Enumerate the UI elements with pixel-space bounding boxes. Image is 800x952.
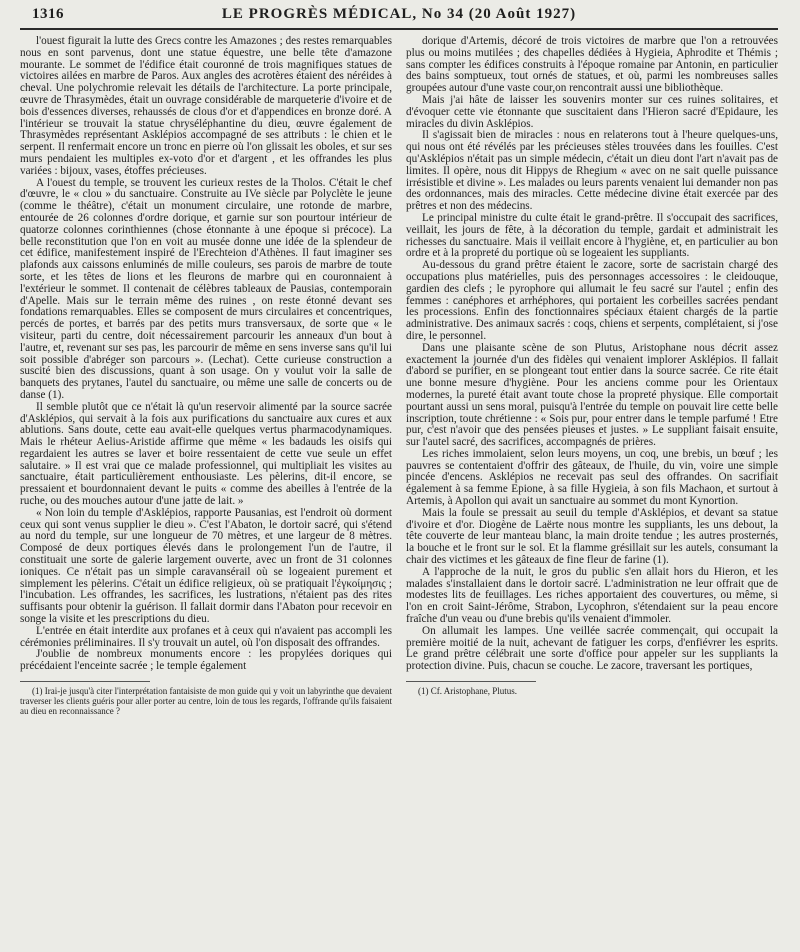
paragraph: Mais j'ai hâte de laisser les souvenirs monter sur ces ruines solitaires, et d'évoquer cette vie étonnante que suscitaient dans l'Hieron sacré d'Epidaure, les miracles du divin Asklépios. (406, 93, 778, 130)
footnote-divider (20, 681, 150, 682)
footnote: (1) Cf. Aristophane, Plutus. (418, 686, 517, 697)
paragraph: Au-dessous du grand prêtre étaient le zacore, sorte de sacristain chargé des occupations plus matérielles, puis des personnages accessoires : le cleidouque, gardien des clefs ; le pyrophore qui allumait le feu sacré sur l'autel ; enfin des femmes : canéphores et arrhéphores, qui portaient les corbeilles sacrées pendant les processions. Enfin des fonctionnaires spéciaux étaient chargés de la partie administrative. Des animaux sacrés : coqs, chiens et serpents, complétaient, si j'ose dire, le personnel. (406, 259, 778, 342)
text-columns (20, 36, 778, 942)
right-column (406, 36, 778, 942)
paragraph: A l'approche de la nuit, le gros du public s'en allait hors du Hieron, et les malades s'installaient dans le dortoir sacré. L'administration ne leur offrait que de modestes lits de feuillages. Les riches apportaient des couvertures, ou même, si l'on en croit Saint-Jérôme, Strabon, Lycophron, s'étendaient sur la peau encore fraîche d'un veau ou d'une brebis qu'ils venaient d'immoler. (406, 565, 778, 626)
paragraph: Dans une plaisante scène de son Plutus, Aristophane nous décrit assez exactement la journée d'un des fidèles qui venaient implorer Asklépios. Il fallait d'abord se purifier, en se plongeant tout entier dans la source sacrée. Ce rite était une bonne mesure d'hygiène. Pour les anciens comme pour les Orientaux modernes, la pureté était avant toute chose la propreté physique. Elle comportait pourtant aussi un sens moral, puisqu'à l'entrée du temple on pouvait lire cette belle inscription, toute chrétienne : « Sois pur, pour entrer dans le temple parfumé ! Etre pur, c'est n'avoir que des pensées pieuses et justes. » Le suppliant faisait ensuite, sur l'autel sacré, des sacrifices, accompagnés de prières. (406, 341, 778, 449)
paragraph: Les riches immolaient, selon leurs moyens, un coq, une brebis, un bœuf ; les pauvres se contentaient d'offrir des gâteaux, de l'huile, du vin, voire une simple pincée d'encens. Asklépios ne recevait pas seul des offrandes. On sacrifiait également à sa femme Epione, à sa fille Hygieia, à son fils Machaon, et surtout à Artemis, à Apollon qui avait un sanctuaire au sommet du mont Kynortion. (406, 447, 778, 508)
paragraph: l'ouest figurait la lutte des Grecs contre les Amazones ; des restes remarquables nous en sont parvenus, dont une statue équestre, une belle tête d'amazone mourante. Le sommet de l'édifice était couronné de trois magnifiques statues de victoires ailées en marbre de Paros. Aux angles des acrotères étaient des néréides à cheval. Une polychromie relevait les détails de l'architecture. La porte principale, œuvre de Thrasymèdes, était un ouvrage considérable de marqueterie d'ivoire et de bois d'essences diverses, rehaussés de clous d'or et d'appendices en bronze doré. A l'intérieur se trouvait la statue chryséléphantine du dieu, œuvre également de Thrasymèdes représentant Asklépios accompagné de ses attributs : le chien et le serpent. Il renfermait encore un tronc en pierre où l'on glissait les oboles, et sur ses murs pendaient les multiples ex-voto d'or et d'argent , et les offrandes les plus variées : bijoux, vases, étoffes précieuses. (20, 36, 392, 177)
paragraph: « Non loin du temple d'Asklépios, rapporte Pausanias, est l'endroit où dorment ceux qui sont venus supplier le dieu ». C'est l'Abaton, le dortoir sacré, qui s'étend au nord du temple, sur une longueur de 70 mètres, et une largeur de 8 mètres. Composé de deux portiques élevés dans le prolongement l'un de l'autre, il constituait une sorte de galerie largement ouverte, avec un front de 31 colonnes ioniques. Ce n'était pas un simple caravansérail où se logeaient purement et simplement les pèlerins. C'était un édifice religieux, où se pratiquait l'ἐγκοίμησις ; l'incubation. Les offrandes, les sacrifices, les lustrations, n'étaient pas des rites suffisants pour obtenir la guérison. Il fallait dormir dans l'Abaton pour recevoir en songe la visite et les prescriptions du dieu. (20, 506, 392, 626)
journal-title: LE PROGRÈS MÉDICAL, No 34 (20 Août 1927) (221, 6, 577, 22)
page-header (20, 4, 778, 30)
paragraph: J'oublie de nombreux monuments encore : les propylées doriques qui précédaient l'enceinte sacrée ; le temple également (20, 648, 392, 673)
paragraph: Mais la foule se pressait au seuil du temple d'Asklépios, et devant sa statue d'ivoire et d'or. Diogène de Laërte nous montre les suppliants, les uns debout, la tête couverte de leur manteau blanc, la main droite tendue ; les autres prosternés, la bouche et le front sur le sol. Et la flamme grésillait sur les autels, consumant la chair des victimes et les gâteaux de fine fleur de farine (1). (406, 506, 778, 567)
paragraph: Il s'agissait bien de miracles : nous en relaterons tout à l'heure quelques-uns, qui nous ont été révélés par les précieuses stèles trouvées dans les fouilles. C'est qu'Asklépios n'était pas un simple médecin, c'était un dieu dont l'art n'avait pas de limites. Il opère, nous dit Hippys de Rhegium « avec on ne sait quelle puissance irrésistible et divine ». Les malades ou leurs parents venaient lui demander non pas des ordonnances, mais des miracles. Cette médecine divine était exercée par des prêtres et non des médecins. (406, 129, 778, 213)
paragraph: dorique d'Artemis, décoré de trois victoires de marbre que l'on a retrouvées plus ou moins mutilées ; des chapelles dédiées à Hygieia, Aphrodite et Thémis ; sans compter les édifices construits à l'époque romaine par Antonin, en particulier des bains somptueux, tout ornés de statues, et où, parmi les nombreuses salles groupées autour d'une vaste cour,on rencontrait aussi une bibliothèque. (406, 36, 778, 95)
page-number: 1316 (32, 6, 64, 22)
paragraph: Il semble plutôt que ce n'était là qu'un reservoir alimenté par la source sacrée d'Asklépios, qui servait à la fois aux purifications du sanctuaire aux cures et aux ablutions. Sans doute, cette eau avait-elle quelques vertus pharmacodynamiques. Mais le rhéteur Aelius-Aristide affirme que même « les badauds les oisifs qui regardaient les autres se laver et boire ressentaient de cette vue seule un effet salutaire. » Il est vrai que ce malade professionnel, qui multipliait les visites au sanctuaire, était particulièrement enthousiaste. Les pèlerins, dit-il encore, se pressaient et bourdonnaient devant le puits « comme des abeilles à l'entrée de la ruche, ou des mouches autour d'une jatte de lait. » (20, 400, 392, 508)
paragraph: On allumait les lampes. Une veillée sacrée commençait, qui occupait la première moitié de la nuit, achevant de fatiguer les corps, d'enfiévrer les esprits. Le grand prêtre célébrait une sorte d'office pour appeler sur les suppliants la protection divine. Puis, chacun se couche. Le zacore, traversant les portiques, (406, 624, 778, 673)
left-column (20, 36, 392, 942)
footnote-divider (406, 681, 536, 682)
footnote: (1) Irai-je jusqu'à citer l'interprétation fantaisiste de mon guide qui y voit un labyrinthe que devaient traverser les clients guéris pour aller porter au centre, loin de tous les regards, l'offrande qu'ils faisaient au dieu en reconnaissance ? (20, 686, 392, 717)
paragraph: A l'ouest du temple, se trouvent les curieux restes de la Tholos. C'était le chef d'œuvre, le « clou » du sanctuaire. Construite au IVe siècle par Polyclète le jeune (comme le théâtre), c'était un monument circulaire, une rotonde de marbre, entourée de 26 colonnes d'ordre dorique, et garnie sur son pourtour intérieur de quatorze colonnes corinthiennes (chose étonnante à une époque si précoce). La belle reconstitution que l'on en voit au musée donne une idée de la splendeur de cet édifice, manifestement inspiré de l'Erechteion d'Athènes. Il faut imaginer ses plafonds aux caissons enluminés de mille couleurs, ses parois de marbre de toute sorte, et les têtes de lions et les fleurons de marbre qui en couronnaient à l'extérieur le sommet. Il contenait de célèbres tableaux de Pausias, contemporain d'Apelle. Mais sur le terrain même des ruines , on reste étonné devant ses fondations remarquables. Elles se composent de murs circulaires et concentriques, percés de portes, et barrés par des petits murs transversaux, de sorte que « le visiteur, parti du centre, doit nécessairement parcourir les anneaux d'un bout à l'autre, et, revenant sur ses pas, les parcourir de même en sens inverse sans qu'il lui soit possible d'abréger son parcours ». (Lechat). Cette curieuse construction a suscité bien des discussions, quant à son usage. On y voulut voir la salle de banquets des prytanes, l'autel du sanctuaire, ou même une salle de concerts ou de danse (1). (20, 176, 392, 401)
paragraph: L'entrée en était interdite aux profanes et à ceux qui n'avaient pas accompli les cérémonies préliminaires. Il s'y trouvait un autel, où l'on disposait des offrandes. (20, 624, 392, 649)
paragraph: Le principal ministre du culte était le grand-prêtre. Il s'occupait des sacrifices, veillait, les jours de fête, à la décoration du temple, gardait et administrait les richesses du sanctuaire. Mais il veillait encore à l'hygiène, et, en particulier au bon ordre et à la propreté du portique où se logeaient les suppliants. (406, 211, 778, 260)
